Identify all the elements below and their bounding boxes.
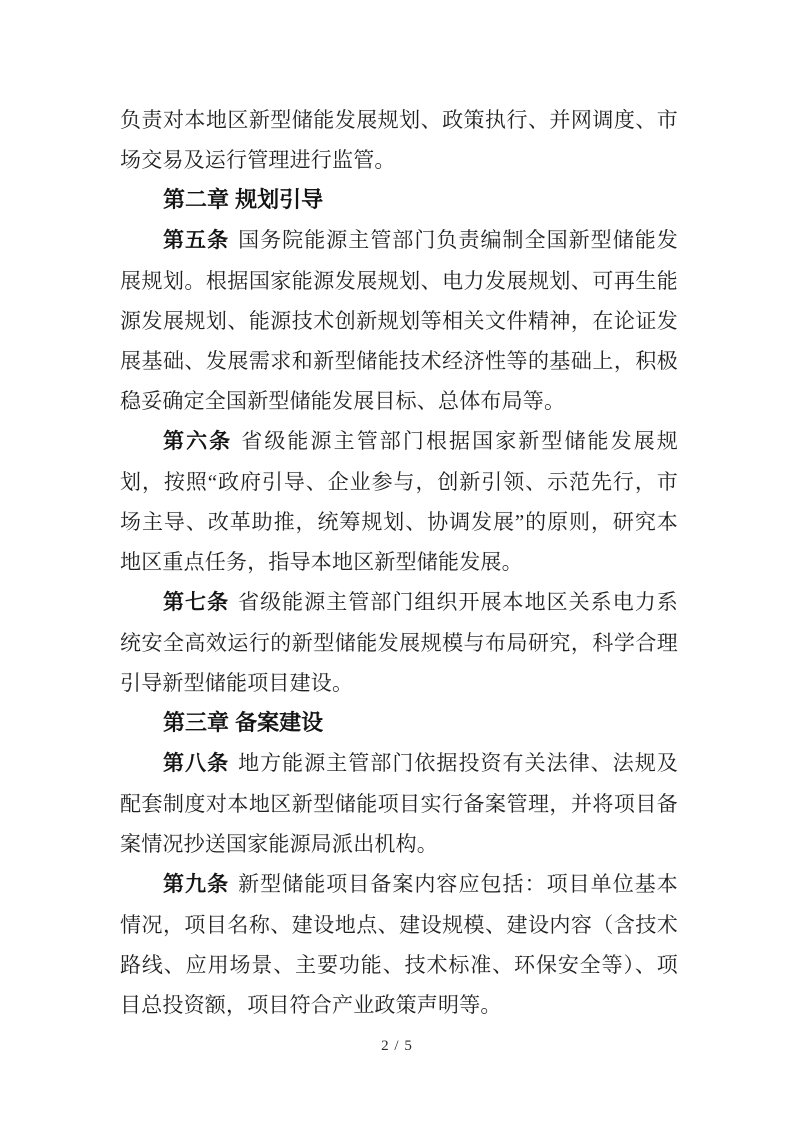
paragraph — [120, 100, 678, 180]
paragraph — [120, 421, 678, 582]
paragraph — [120, 743, 678, 864]
article-number: 第九条 — [163, 873, 230, 896]
article-number: 第七条 — [163, 591, 230, 614]
paragraph-text: 新型储能项目备案内容应包括：项目单位基本情况，项目名称、建设地点、建设规模、建设内容（含技术路线、应用场景、主要功能、技术标准、环保安全等）、项目总投资额，项目符合产业政策声明等。 — [120, 872, 678, 1017]
chapter-heading: 第三章 备案建设 — [163, 710, 324, 735]
paragraph-text: 地方能源主管部门依据投资有关法律、法规及配套制度对本地区新型储能项目实行备案管理，并将项目备案情况抄送国家能源局派出机构。 — [120, 751, 678, 856]
document-body — [120, 100, 678, 1025]
paragraph-text: 省级能源主管部门根据国家新型储能发展规划，按照“政府引导、企业参与，创新引领、示范先行，市场主导、改革助推，统筹规划、协调发展”的原则，研究本地区重点任务，指导本地区新型储能发展。 — [120, 429, 678, 574]
paragraph-text: 国务院能源主管部门负责编制全国新型储能发展规划。根据国家能源发展规划、电力发展规划、可再生能源发展规划、能源技术创新规划等相关文件精神，在论证发展基础、发展需求和新型储能技术经济性等的基础上，积极稳妥确定全国新型储能发展目标、总体布局等。 — [120, 228, 678, 413]
paragraph — [120, 582, 678, 703]
chapter-heading: 第二章 规划引导 — [163, 187, 324, 212]
page-number: 2 / 5 — [381, 1038, 413, 1054]
article-number: 第八条 — [163, 752, 230, 775]
article-number: 第五条 — [163, 229, 230, 252]
paragraph-text: 负责对本地区新型储能发展规划、政策执行、并网调度、市场交易及运行管理进行监管。 — [120, 108, 678, 172]
page-footer — [0, 1036, 794, 1056]
article-number: 第六条 — [163, 430, 233, 453]
paragraph — [120, 220, 678, 421]
paragraph-text: 省级能源主管部门组织开展本地区关系电力系统安全高效运行的新型储能发展规模与布局研究，科学合理引导新型储能项目建设。 — [120, 590, 678, 695]
paragraph — [120, 864, 678, 1025]
